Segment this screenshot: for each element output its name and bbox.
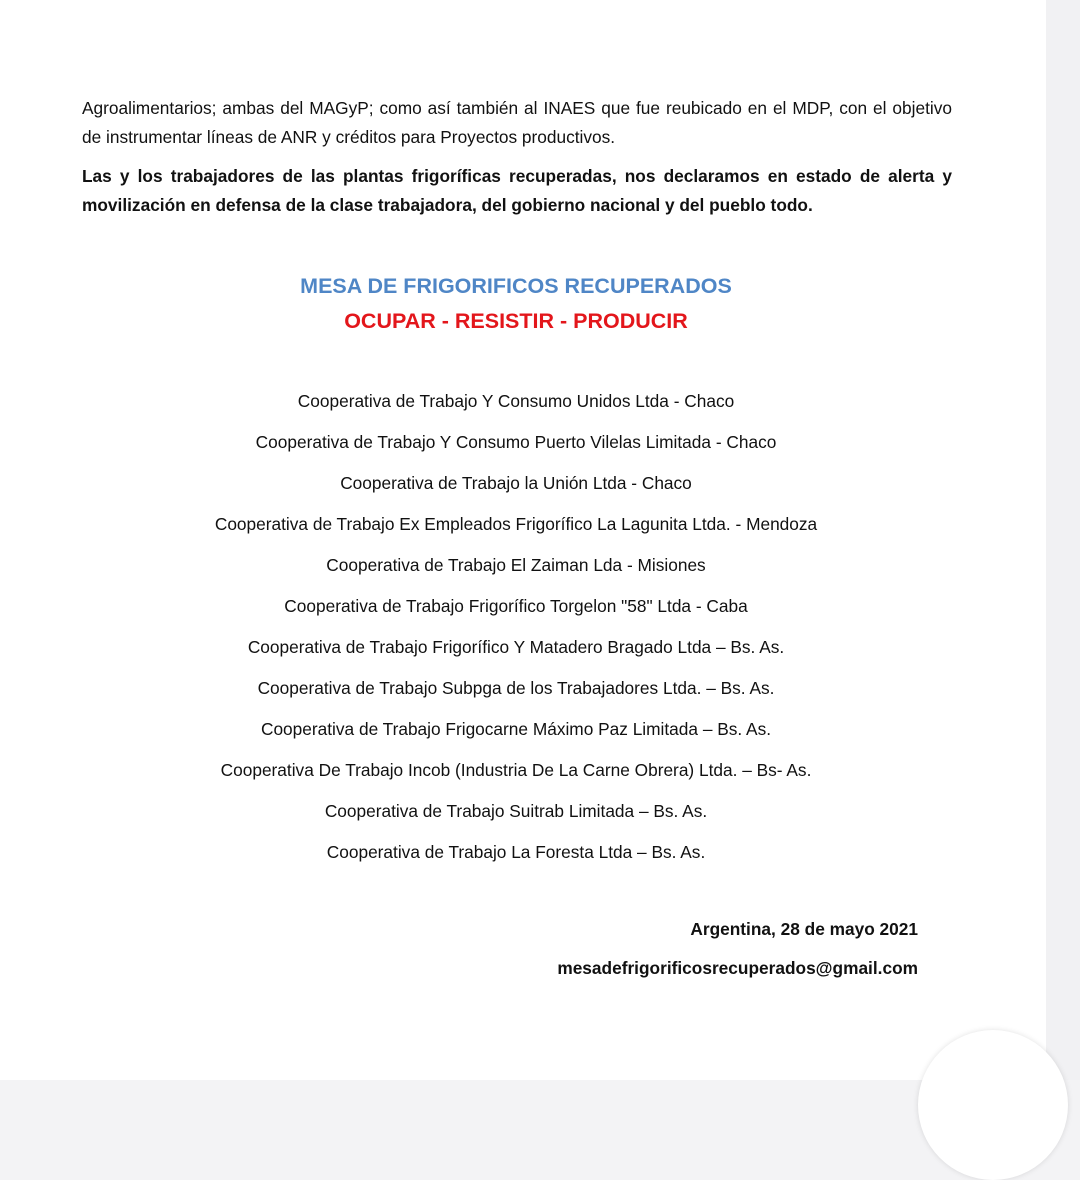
organization-title: MESA DE FRIGORIFICOS RECUPERADOS — [300, 274, 732, 298]
list-item: Cooperativa de Trabajo Subpga de los Trabajadores Ltda. – Bs. As. — [257, 678, 775, 698]
list-item: Cooperativa de Trabajo Frigorífico Y Matadero Bragado Ltda – Bs. As. — [247, 637, 785, 657]
list-item: Cooperativa de Trabajo Frigocarne Máximo Paz Limitada – Bs. As. — [260, 719, 772, 739]
intro-paragraph: Agroalimentarios; ambas del MAGyP; como así también al INAES que fue reubicado en el MDP, con el objetivo de instrumentar líneas de ANR y créditos para Proyectos productivos. — [82, 98, 952, 147]
viewer-scroll-gutter[interactable] — [1046, 0, 1080, 1080]
list-item: Cooperativa de Trabajo Ex Empleados Frigorífico La Lagunita Ltda. - Mendoza — [214, 514, 818, 534]
list-item: Cooperativa de Trabajo Frigorífico Torgelon "58" Ltda - Caba — [284, 596, 748, 616]
slogan-heading: OCUPAR - RESISTIR - PRODUCIR — [344, 309, 688, 333]
list-item: Cooperativa De Trabajo Incob (Industria De La Carne Obrera) Ltda. – Bs- As. — [220, 760, 812, 780]
list-item: Cooperativa de Trabajo El Zaiman Lda - Misiones — [326, 555, 706, 575]
cooperatives-list — [0, 388, 1032, 880]
list-item: Cooperativa de Trabajo La Foresta Ltda – Bs. As. — [326, 842, 706, 862]
declaration-paragraph: Las y los trabajadores de las plantas frigoríficas recuperadas, nos declaramos en estado de alerta y movilización en defensa de la clase trabajadora, del gobierno nacional y del pueblo todo. — [82, 166, 952, 215]
floating-action-button[interactable] — [918, 1030, 1068, 1180]
contact-email[interactable]: mesadefrigorificosrecuperados@gmail.com — [557, 958, 918, 978]
list-item: Cooperativa de Trabajo Y Consumo Puerto Vilelas Limitada - Chaco — [255, 432, 777, 452]
list-item: Cooperativa de Trabajo la Unión Ltda - Chaco — [340, 473, 692, 493]
list-item: Cooperativa de Trabajo Suitrab Limitada – Bs. As. — [324, 801, 708, 821]
list-item: Cooperativa de Trabajo Y Consumo Unidos Ltda - Chaco — [297, 391, 735, 411]
place-date: Argentina, 28 de mayo 2021 — [690, 919, 918, 939]
